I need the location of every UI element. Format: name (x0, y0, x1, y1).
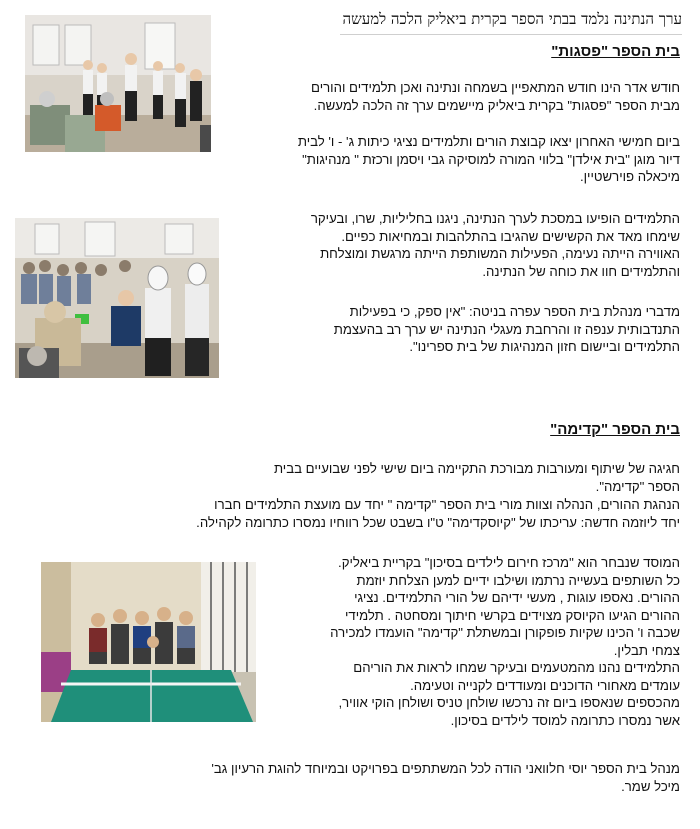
photo-students-masks (15, 218, 219, 378)
document-title: ערך הנתינה נלמד בבתי הספר בקרית ביאליק הלכה למעשה (342, 10, 682, 28)
paragraph-principal-quote (334, 303, 680, 356)
text-line: התלמידים וביישום חזון המנהיגות של בית ספרינו". (409, 339, 680, 354)
paragraph-adar (311, 79, 680, 114)
text-line: האווירה הייתה נעימה, הפעילות המשותפת הייתה מרגשת ומוצלחת (320, 246, 680, 261)
text-line: ביום חמישי האחרון יצאו קבוצת הורים ותלמידים נציגי כיתות ג' - ו' לבית (297, 134, 680, 149)
text-line: מנהל בית הספר יוסי חלוואני הודה לכל המשתתפים בפרויקט ובמיוחד להוגת הרעיון גב' (211, 761, 680, 776)
text-line: חגיגה של שיתוף ומעורבות מבורכת התקיימה ביום שישי לפני שבועיים בבית (273, 461, 680, 476)
text-line: הנהגת ההורים, הנהלה וצוות מורי בית הספר "קדימה " יחד עם מועצת התלמידים חברו (214, 497, 680, 512)
text-line: יחד ליוזמה חדשה: עריכתו של "קיוסקדימה" ט"ו בשבט שכל רווחיו נמסרו כתרומה לקהילה. (196, 514, 680, 530)
text-line: מבית הספר "פסגות" בקרית ביאליק מיישמים ערך זה הלכה למעשה. (313, 97, 680, 113)
paragraph-thanks (211, 760, 680, 795)
photo-table-tennis-group (41, 562, 256, 722)
photo-students-singing (25, 15, 211, 152)
text-line: הספר "קדימה". (595, 478, 680, 494)
paragraph-celebration (274, 460, 680, 495)
text-line: ההורים הגיעו הקיוסק מצוידים בקרשי חיתוך ומסחטה . תלמידי (344, 607, 680, 623)
paragraph-initiative (196, 496, 680, 531)
text-line: התלמידים הופיעו במסכת לערך הנתינה, ניגנו בחליליות, שרו, ובעיקר (310, 211, 680, 226)
text-line: אשר נמסרו כתרומה למוסד לילדים בסיכון. (450, 712, 680, 728)
text-line: מדברי מנהלת בית הספר עפרה בניטה: "אין ספק, כי בפעילות (349, 304, 680, 319)
text-line: צמחי תבלין. (613, 642, 680, 658)
text-line: ההורים. נאספו עוגות , מעשי ידיהם של הורי התלמידים. נציגי (354, 590, 680, 605)
text-line: המוסד שנבחר הוא "מרכז חירום לילדים בסיכון" בקריית ביאליק. (338, 555, 680, 570)
paragraph-visit (298, 133, 680, 186)
text-line: שימחו מאד את הקשישים שהגיבו בהתלהבות ובמחיאות כפיים. (341, 228, 680, 244)
text-line: והתלמידים חוו את כוחה של הנתינה. (482, 263, 680, 279)
text-line: מיכל שמר. (621, 778, 680, 794)
section-heading-kadima: בית הספר "קדימה" (550, 421, 680, 438)
text-line: עומדים מאחורי הדוכנים ומעודדים לקנייה וטעימה. (410, 677, 680, 693)
text-line: דיור מוגן "בית אילדן" בלווי המורה למוסיקה גבי ויסמן ורכזת " מנהיגות" (302, 151, 680, 167)
paragraph-performance (311, 210, 680, 280)
text-line: התלמידים נהנו מהמטעמים ובעיקר שמחו לראות את הוריהם (353, 660, 680, 675)
text-line: שכבה ו' הכינו שקיות פופקורן ובמשתלת "קדימה" הועמדו למכירה (330, 625, 680, 640)
title-divider (340, 34, 682, 35)
text-line: מיכאלה פוירשטיין. (579, 169, 680, 184)
text-line: התנדבותית ענפה זו והרחבת מעגלי הנתינה יש ערך רב בהעצמת (333, 321, 680, 337)
text-line: מהכספים שנאספו ביום זה נרכשו שולחן טניס ושולחן הוקי אוויר, (338, 695, 680, 710)
paragraph-kiosk (330, 554, 680, 729)
text-line: חודש אדר הינו חודש המתאפיין בשמחה ונתינה ואכן תלמידים והורים (311, 80, 680, 95)
text-line: כל השותפים בעשייה נרתמו ושילבו ידיים למען הצלחת יוזמת (356, 572, 680, 588)
section-heading-psagot: בית הספר "פסגות" (551, 43, 680, 60)
